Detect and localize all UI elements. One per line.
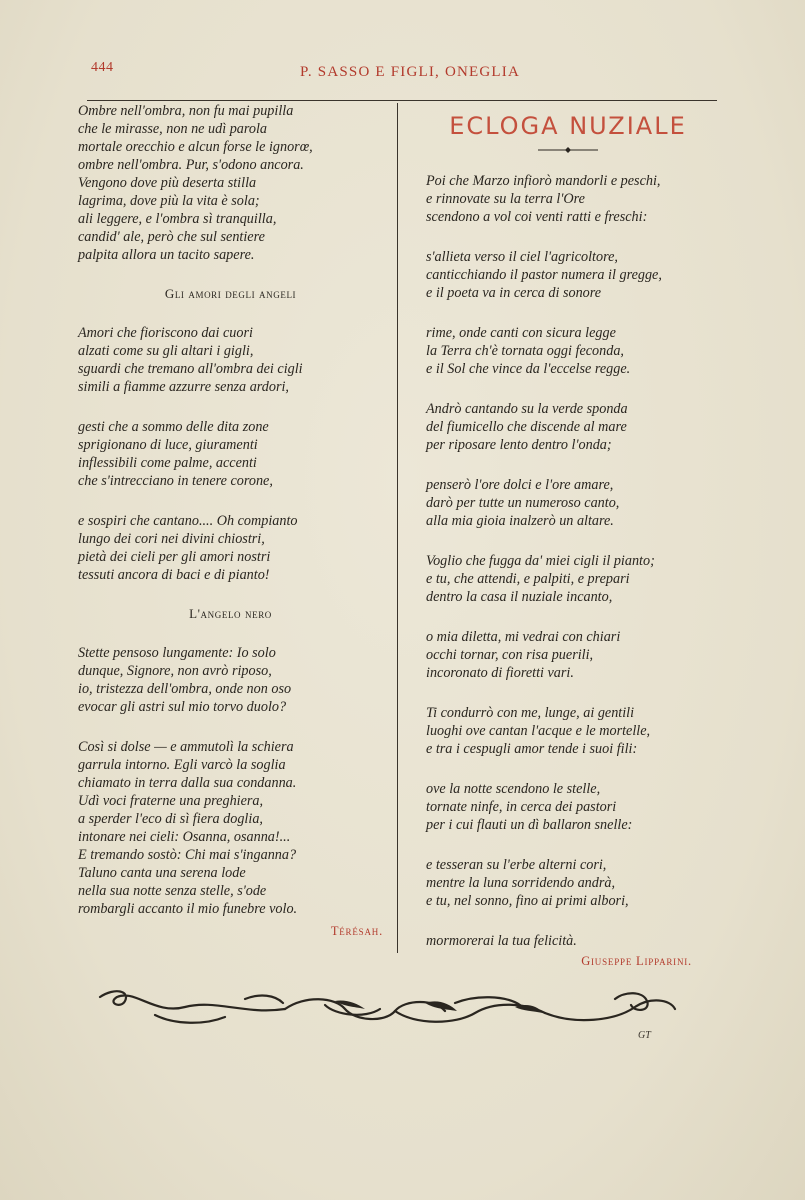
verse-line: ali leggere, e l'ombra sì tranquilla, [78,211,277,227]
intro-stanza [78,102,383,264]
verse-line: la Terra ch'è tornata oggi feconda, [426,343,624,359]
verse-line: simili a fiamme azzurre senza ardori, [78,379,289,395]
stanza [408,324,728,378]
stanza [408,856,728,910]
column-divider [397,103,398,953]
verse-line: del fiumicello che discende al mare [426,419,627,435]
verse-line: dunque, Signore, non avrò riposo, [78,663,272,679]
stanza [78,418,383,490]
verse-line: io, tristezza dell'ombra, onde non oso [78,681,292,697]
stanza [78,324,383,396]
verse-line: e tu, che attendi, e palpiti, e prepari [426,571,630,587]
verse-line: e sospiri che cantano.... Oh compianto [78,513,298,529]
verse-line: lagrima, dove più la vita è sola; [78,193,260,209]
verse-line: per i cui flauti un dì ballaron snelle: [426,817,633,833]
stanza [408,400,728,454]
stanza [78,644,383,716]
verse-line: e tu, nel sonno, fino ai primi albori, [426,893,629,909]
verse-line: Ti condurrò con me, lunge, ai gentili [426,705,635,721]
stanza [408,476,728,530]
verse-line: alzati come su gli altari i gigli, [78,343,254,359]
verse-line: dentro la casa il nuziale incanto, [426,589,613,605]
stanza [408,628,728,682]
verse-line: scendono a vol coi venti ratti e freschi: [426,209,648,225]
stanza [78,738,383,918]
stanza [78,512,383,584]
verse-line: canticchiando il pastor numera il gregge, [426,267,662,283]
verse-line: E tremando sostò: Chi mai s'inganna? [78,847,297,863]
verse-line: rombargli accanto il mio funebre volo. [78,901,298,917]
verse-line: e il Sol che vince da l'eccelse regge. [426,361,631,377]
right-column [408,108,728,969]
verse-line: luoghi ove cantan l'acque e le mortelle, [426,723,651,739]
verse-line: che s'intrecciano in tenere corone, [78,473,273,489]
verse-line: mortale orecchio e alcun forse le ignorœ, [78,139,313,155]
verse-line: e tesseran su l'erbe alterni cori, [426,857,607,873]
verse-line: pietà dei cieli per gli amori nostri [78,549,271,565]
verse-line: per riposare lento dentro l'onda; [426,437,612,453]
poem-title: ECLOGA NUZIALE [449,112,687,140]
left-column [78,102,383,939]
signature-teresah: Térésah. [330,924,383,938]
verse-line: garrula intorno. Egli varcò la soglia [78,757,286,773]
verse-line: Così si dolse — e ammutolì la schiera [78,739,294,755]
verse-line: a sperder l'eco di sì fiera doglia, [78,811,263,827]
section-heading-angeli: Gli amori degli angeli [164,286,297,301]
signature-lipparini: Giuseppe Lipparini. [581,954,692,968]
verse-line: Taluno canta una serena lode [78,865,246,881]
verse-line: e il poeta va in cerca di sonore [426,285,602,301]
verse-line: candid' ale, però che sul sentiere [78,229,265,245]
verse-line: rime, onde canti con sicura legge [426,325,616,341]
verse-line: palpita allora un tacito sapere. [78,247,255,263]
decorative-scroll-ornament-icon [95,985,685,1030]
verse-line: Voglio che fugga da' miei cigli il pianto; [426,553,655,569]
verse-line: Ombre nell'ombra, non fu mai pupilla [78,103,294,119]
stanza [408,932,728,950]
stanza [408,172,728,226]
verse-line: lungo dei cori nei divini chiostri, [78,531,265,547]
section-heading-angelo-nero: L'angelo nero [189,606,272,621]
page-number: 444 [91,60,114,75]
stanza [408,780,728,834]
verse-line: darò per tutte un numeroso canto, [426,495,620,511]
verse-line: Udì voci fraterne una preghiera, [78,793,264,809]
verse-line: Andrò cantando su la verde sponda [426,401,628,417]
verse-line: Vengono dove più deserta stilla [78,175,257,191]
title-ornament-icon [538,146,598,154]
verse-line: tessuti ancora di baci e di pianto! [78,567,270,583]
verse-line: Poi che Marzo infiorò mandorli e peschi, [426,173,661,189]
verse-line: ombre nell'ombra. Pur, s'odono ancora. [78,157,304,173]
verse-line: gesti che a sommo delle dita zone [78,419,269,435]
verse-line: sprigionano di luce, giuramenti [78,437,258,453]
verse-line: e tra i cespugli amor tende i suoi fili: [426,741,638,757]
stanza [408,248,728,302]
stanza [408,552,728,606]
verse-line: nella sua notte senza stelle, s'ode [78,883,267,899]
verse-line: mormorerai la tua felicità. [426,933,577,949]
verse-line: incoronato di fioretti vari. [426,665,574,681]
verse-line: inflessibili come palme, accenti [78,455,257,471]
running-title: P. SASSO E FIGLI, ONEGLIA [300,64,521,80]
verse-line: evocar gli astri sul mio torvo duolo? [78,699,287,715]
verse-line: penserò l'ore dolci e l'ore amare, [426,477,614,493]
verse-line: alla mia gioia inalzerò un altare. [426,513,614,529]
verse-line: intonare nei cieli: Osanna, osanna!... [78,829,291,845]
stanza [408,704,728,758]
verse-line: ove la notte scendono le stelle, [426,781,601,797]
verse-line: chiamato in terra dalla sua condanna. [78,775,297,791]
verse-line: che le mirasse, non ne udì parola [78,121,268,137]
monogram: GT [638,1030,651,1041]
verse-line: Amori che fioriscono dai cuori [78,325,253,341]
verse-line: e rinnovate su la terra l'Ore [426,191,585,207]
verse-line: s'allieta verso il ciel l'agricoltore, [426,249,618,265]
verse-line: o mia diletta, mi vedrai con chiari [426,629,621,645]
verse-line: tornate ninfe, in cerca dei pastori [426,799,617,815]
header-rule [87,100,717,101]
verse-line: sguardi che tremano all'ombra dei cigli [78,361,303,377]
verse-line: occhi tornar, con risa puerili, [426,647,594,663]
verse-line: mentre la luna sorridendo andrà, [426,875,616,891]
verse-line: Stette pensoso lungamente: Io solo [78,645,276,661]
